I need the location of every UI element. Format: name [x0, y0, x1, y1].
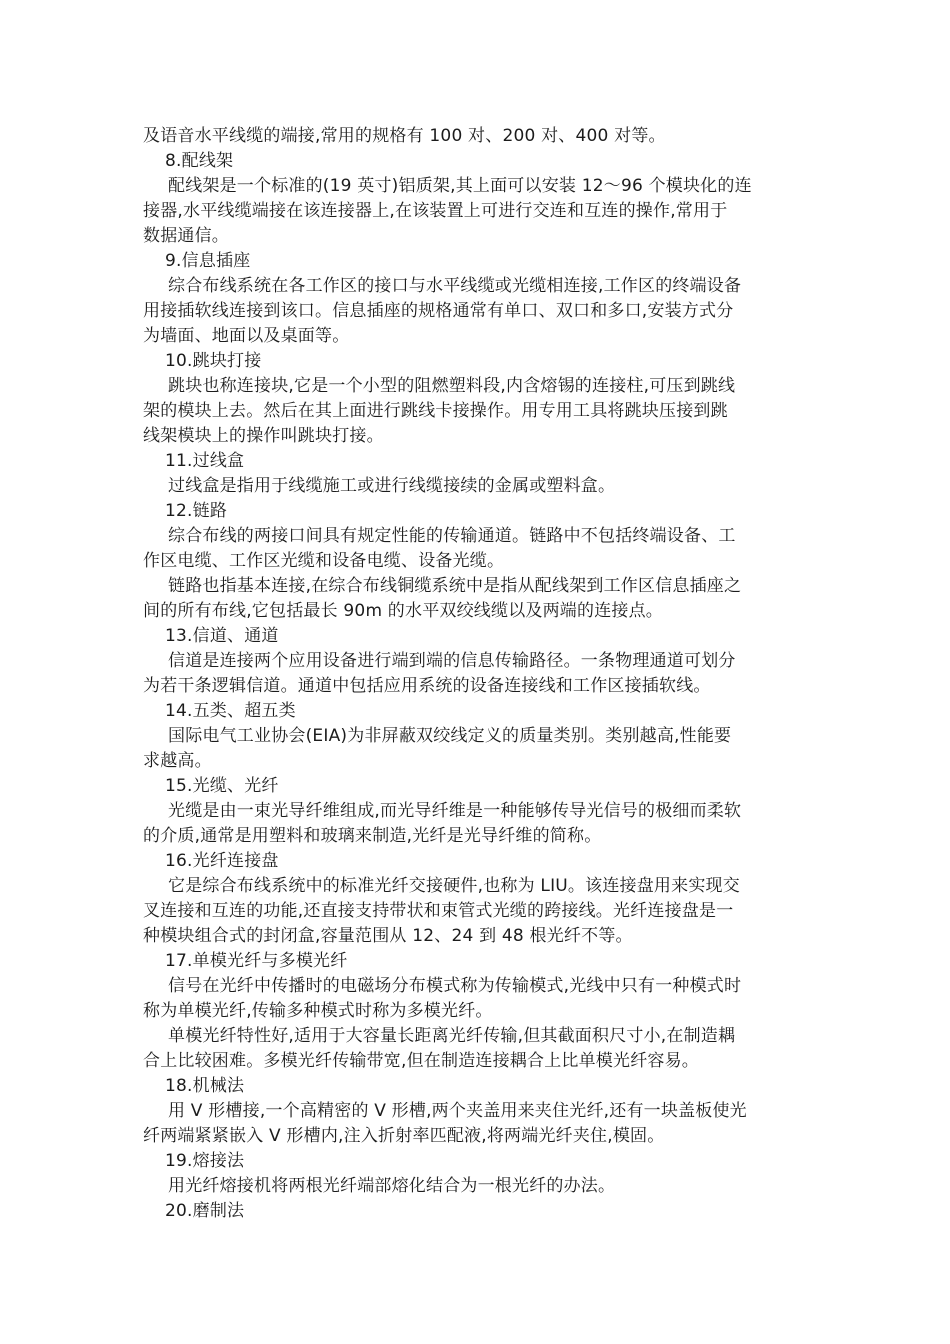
section-heading: 16.光纤连接盘 — [165, 851, 279, 871]
paragraph-line: 跳块也称连接块,它是一个小型的阻燃塑料段,内含熔锡的连接柱,可压到跳线 — [168, 376, 736, 396]
paragraph-line: 数据通信。 — [143, 226, 229, 246]
paragraph-line: 用 V 形槽接,一个高精密的 V 形槽,两个夹盖用来夹住光纤,还有一块盖板使光 — [168, 1101, 747, 1121]
paragraph-line: 信号在光纤中传播时的电磁场分布模式称为传输模式,光线中只有一种模式时 — [168, 976, 742, 996]
paragraph-line: 为墙面、地面以及桌面等。 — [143, 326, 350, 346]
paragraph-line: 线架模块上的操作叫跳块打接。 — [143, 426, 384, 446]
paragraph-line: 用光纤熔接机将两根光纤端部熔化结合为一根光纤的办法。 — [168, 1176, 616, 1196]
paragraph-line: 它是综合布线系统中的标准光纤交接硬件,也称为 LIU。该连接盘用来实现交 — [168, 876, 740, 896]
section-heading: 12.链路 — [165, 501, 228, 521]
paragraph-line: 称为单模光纤,传输多种模式时称为多模光纤。 — [143, 1001, 493, 1021]
section-heading: 17.单模光纤与多模光纤 — [165, 951, 348, 971]
paragraph-line: 用接插软线连接到该口。信息插座的规格通常有单口、双口和多口,安装方式分 — [143, 301, 734, 321]
section-heading: 8.配线架 — [165, 151, 234, 171]
paragraph-line: 综合布线的两接口间具有规定性能的传输通道。链路中不包括终端设备、工 — [168, 526, 736, 546]
paragraph-line: 配线架是一个标准的(19 英寸)铝质架,其上面可以安装 12～96 个模块化的连 — [168, 176, 752, 196]
paragraph-line: 光缆是由一束光导纤维组成,而光导纤维是一种能够传导光信号的极细而柔软 — [168, 801, 742, 821]
section-heading: 15.光缆、光纤 — [165, 776, 279, 796]
section-heading: 19.熔接法 — [165, 1151, 245, 1171]
paragraph-line: 及语音水平线缆的端接,常用的规格有 100 对、200 对、400 对等。 — [143, 126, 666, 146]
section-heading: 10.跳块打接 — [165, 351, 262, 371]
paragraph-line: 国际电气工业协会(EIA)为非屏蔽双绞线定义的质量类别。类别越高,性能要 — [168, 726, 732, 746]
document-body — [143, 124, 813, 1224]
section-heading: 18.机械法 — [165, 1076, 245, 1096]
paragraph-line: 接器,水平线缆端接在该连接器上,在该装置上可进行交连和互连的操作,常用于 — [143, 201, 728, 221]
paragraph-line: 架的模块上去。然后在其上面进行跳线卡接操作。用专用工具将跳块压接到跳 — [143, 401, 728, 421]
section-heading: 9.信息插座 — [165, 251, 251, 271]
paragraph-line: 作区电缆、工作区光缆和设备电缆、设备光缆。 — [143, 551, 505, 571]
paragraph-line: 叉连接和互连的功能,还直接支持带状和束管式光缆的跨接线。光纤连接盘是一 — [143, 901, 734, 921]
paragraph-line: 链路也指基本连接,在综合布线铜缆系统中是指从配线架到工作区信息插座之 — [168, 576, 742, 596]
paragraph-line: 综合布线系统在各工作区的接口与水平线缆或光缆相连接,工作区的终端设备 — [168, 276, 742, 296]
paragraph-line: 纤两端紧紧嵌入 V 形槽内,注入折射率匹配液,将两端光纤夹住,模固。 — [143, 1126, 665, 1146]
paragraph-line: 的介质,通常是用塑料和玻璃来制造,光纤是光导纤维的简称。 — [143, 826, 602, 846]
paragraph-line: 单模光纤特性好,适用于大容量长距离光纤传输,但其截面积尺寸小,在制造耦 — [168, 1026, 736, 1046]
section-heading: 20.磨制法 — [165, 1201, 245, 1221]
paragraph-line: 间的所有布线,它包括最长 90m 的水平双绞线缆以及两端的连接点。 — [143, 601, 664, 621]
paragraph-line: 求越高。 — [143, 751, 212, 771]
paragraph-line: 过线盒是指用于线缆施工或进行线缆接续的金属或塑料盒。 — [168, 476, 616, 496]
section-heading: 13.信道、通道 — [165, 626, 279, 646]
paragraph-line: 为若干条逻辑信道。通道中包括应用系统的设备连接线和工作区接插软线。 — [143, 676, 711, 696]
paragraph-line: 信道是连接两个应用设备进行端到端的信息传输路径。一条物理通道可划分 — [168, 651, 736, 671]
section-heading: 14.五类、超五类 — [165, 701, 296, 721]
paragraph-line: 种模块组合式的封闭盒,容量范围从 12、24 到 48 根光纤不等。 — [143, 926, 633, 946]
section-heading: 11.过线盒 — [165, 451, 245, 471]
paragraph-line: 合上比较困难。多模光纤传输带宽,但在制造连接耦合上比单模光纤容易。 — [143, 1051, 700, 1071]
